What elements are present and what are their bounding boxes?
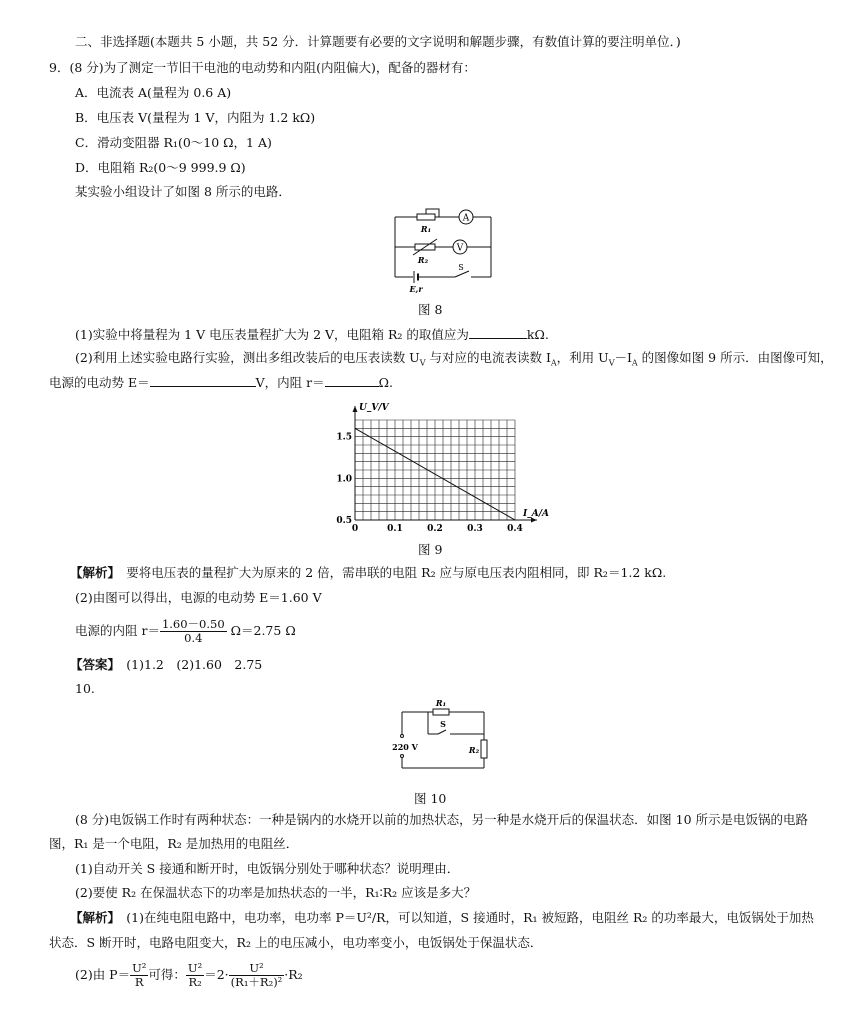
x-axis-label: I_A/A [523, 509, 549, 519]
r1-label: R₁ [420, 224, 432, 234]
x-tick-label: 0 [351, 524, 359, 534]
r1-label: R₁ [435, 698, 447, 708]
r2-label: R₂ [468, 745, 480, 755]
power-fraction: $\frac{\text{U²}}{R}$ [132, 961, 147, 989]
switch-label: S [440, 719, 446, 729]
q10-stem-1: (8 分)电饭锅工作时有两种状态：一种是锅内的水烧开以前的加热状态，另一种是水烧开后的保温状态．如图 10 所示是电饭锅的电路 [75, 812, 809, 827]
q10-number: 10. [75, 681, 95, 696]
q9-sub2: (2)利用上述实验电路行实验，测出多组改装后的电压表读数 $U_V$ 与对应的电流表读数 $I_A$，利用 $U_V-I_A$ 的图像如图 9 所示．由图像可知， [75, 350, 833, 368]
internal-resistance-fraction: $\frac{1.60-0.50}{0.4}$ [161, 617, 225, 645]
q10-sub2: (2)要使 R₂ 在保温状态下的功率是加热状态的一半，R₁∶R₂ 应该是多大？ [75, 885, 477, 900]
y-axis-arrow [353, 406, 358, 412]
voltmeter-label: V [456, 243, 464, 254]
x-tick-label: 0.4 [507, 524, 523, 534]
y-tick-label: 1.0 [336, 474, 352, 485]
section-header: 二、非选择题(本题共 5 小题，共 52 分．计算题要有必要的文字说明和解题步骤，有数值计算的要注明单位．) [75, 34, 681, 49]
answer-blank-3[interactable] [325, 374, 379, 387]
q10-sub1: (1)自动开关 S 接通和断开时，电饭锅分别处于哪种状态？说明理由． [75, 861, 460, 876]
q9-answer: 【答案】 (1)1.2 (2)1.60 2.75 [70, 657, 263, 672]
ammeter-label: A [462, 213, 470, 224]
q9-sub2-line2: 电源的电动势 E＝ V，内阻 r＝ Ω. [49, 375, 393, 390]
figure-9-caption: 图 9 [418, 542, 443, 557]
q10-stem-2: 图，R₁ 是一个电阻，R₂ 是加热用的电阻丝． [49, 836, 299, 851]
q9-option-a: A．电流表 A(量程为 0.6 A) [75, 85, 232, 100]
power-heating-fraction: $\frac{\text{U²}}{\text{R₂}}$ [187, 961, 203, 989]
figure-8-circuit [383, 205, 513, 295]
x-tick-label: 0.3 [467, 524, 483, 534]
q9-analysis-3: 电源的内阻 r＝ $\frac{1.60-0.50}{0.4}$ Ω＝2.75 Ω [75, 617, 296, 645]
figure-10-caption: 图 10 [414, 791, 447, 806]
q9-analysis-1: 【解析】 要将电压表的量程扩大为原来的 2 倍，需串联的电阻 R₂ 应与原电压表内阻相同，即 R₂＝1.2 kΩ. [70, 565, 667, 580]
q9-analysis-2: (2)由图可以得出，电源的电动势 E＝1.60 V [75, 590, 322, 605]
figure-8-caption: 图 8 [418, 302, 443, 317]
battery-label: E,r [409, 284, 423, 294]
q10-analysis-1: 【解析】 (1)在纯电阻电路中，电功率，电功率 P＝U²/R，可以知道，S 接通时，R₁ 被短路，电阻丝 R₂ 的功率最大，电饭锅处于加热 [70, 910, 814, 925]
x-tick-label: 0.1 [387, 524, 403, 534]
q9-stem: 9．(8 分)为了测定一节旧干电池的电动势和内阻(内阻偏大)，配备的器材有： [49, 60, 476, 75]
x-tick-label: 0.2 [427, 524, 443, 534]
q10-analysis-2: 状态．S 断开时，电路电阻变大，R₂ 上的电压减小，电功率变小，电饭锅处于保温状态． [49, 935, 543, 950]
figure-9-chart [330, 398, 560, 534]
answer-blank-2[interactable] [150, 374, 256, 387]
q9-option-d: D．电阻箱 R₂(0～9 999.9 Ω) [75, 160, 246, 175]
figure-10-circuit [388, 698, 498, 780]
r2-label: R₂ [417, 255, 429, 265]
y-tick-label: 1.5 [336, 432, 352, 443]
y-tick-label: 0.5 [336, 516, 352, 526]
q9-sub1: (1)实验中将量程为 1 V 电压表量程扩大为 2 V，电阻箱 R₂ 的取值应为 kΩ. [75, 327, 549, 342]
q9-intro: 某实验小组设计了如图 8 所示的电路． [75, 184, 291, 199]
y-axis-label: U_V/V [359, 403, 389, 413]
switch-label: S [458, 263, 464, 272]
answer-blank-1[interactable] [469, 326, 527, 339]
voltage-label: 220 V [392, 742, 418, 752]
q10-analysis-3: (2)由 P＝ $\frac{\text{U²}}{R}$ 可得： $\frac{\text{U²}}{\text{R₂}}$ ＝2· $\frac{\text{U²}}{\text{(R₁＋R₂)²}}$ ·R₂ [75, 961, 303, 989]
q9-option-c: C．滑动变阻器 R₁(0～10 Ω，1 A) [75, 135, 272, 150]
power-warming-fraction: $\frac{\text{U²}}{\text{(R₁＋R₂)²}}$ [230, 961, 283, 989]
q9-option-b: B．电压表 V(量程为 1 V，内阻为 1.2 kΩ) [75, 110, 316, 125]
